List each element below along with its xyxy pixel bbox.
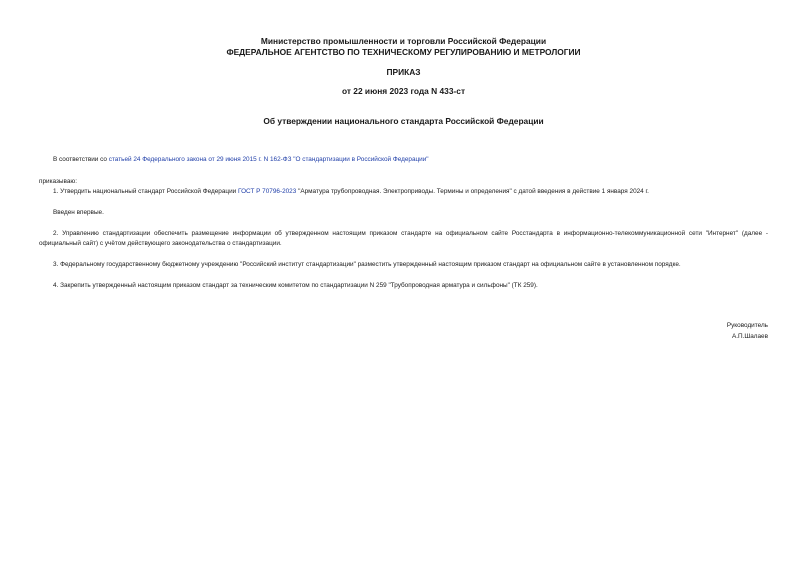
agency-name: ФЕДЕРАЛЬНОЕ АГЕНТСТВО ПО ТЕХНИЧЕСКОМУ РЕГУЛИРОВАНИЮ И МЕТРОЛОГИИ <box>226 47 581 57</box>
item-1-paragraph <box>39 187 768 197</box>
item-1-prefix: 1. Утвердить национальный стандарт Российской Федерации <box>53 188 238 195</box>
preamble-prefix: В соответствии со <box>53 156 109 163</box>
item-4-paragraph: 4. Закрепить утвержденный настоящим приказом стандарт за техническим комитетом по стандартизации N 259 "Трубопроводная арматура и сильфоны" (ТК 259). <box>53 282 538 289</box>
item-3-paragraph: 3. Федеральному государственному бюджетному учреждению "Российский институт стандартизации" разместить утвержденный настоящим приказом стандарт на официальном сайте в установленном порядке. <box>53 261 681 268</box>
order-word: приказываю: <box>39 178 77 185</box>
item-2-paragraph: 2. Управлению стандартизации обеспечить размещение информации об утвержденном настоящим приказом стандарте на официальном сайте Росстандарта в информационно-телекоммуникационной сети "Интернет" (далее - официальный сайт) с учётом действующего законодательства о стандартизации. <box>39 230 768 247</box>
item-1-suffix: "Арматура трубопроводная. Электроприводы. Термины и определения" с датой введения в действие 1 января 2024 г. <box>296 188 649 195</box>
introduced-note: Введен впервые. <box>53 209 104 216</box>
preamble-paragraph <box>39 155 768 165</box>
signature-title: Руководитель <box>726 322 768 329</box>
signature-name: А.П.Шалаев <box>731 333 768 340</box>
document-date-number: от 22 июня 2023 года N 433-ст <box>341 86 466 96</box>
ministry-name: Министерство промышленности и торговли Российской Федерации <box>260 36 547 46</box>
gost-standard-link[interactable]: ГОСТ Р 70796-2023 <box>237 188 297 195</box>
federal-law-link[interactable]: статьей 24 Федерального закона от 29 июня 2015 г. N 162-ФЗ "О стандартизации в Российской Федерации" <box>108 156 429 163</box>
document-type: ПРИКАЗ <box>386 67 421 77</box>
document-subject: Об утверждении национального стандарта Российской Федерации <box>263 116 544 126</box>
